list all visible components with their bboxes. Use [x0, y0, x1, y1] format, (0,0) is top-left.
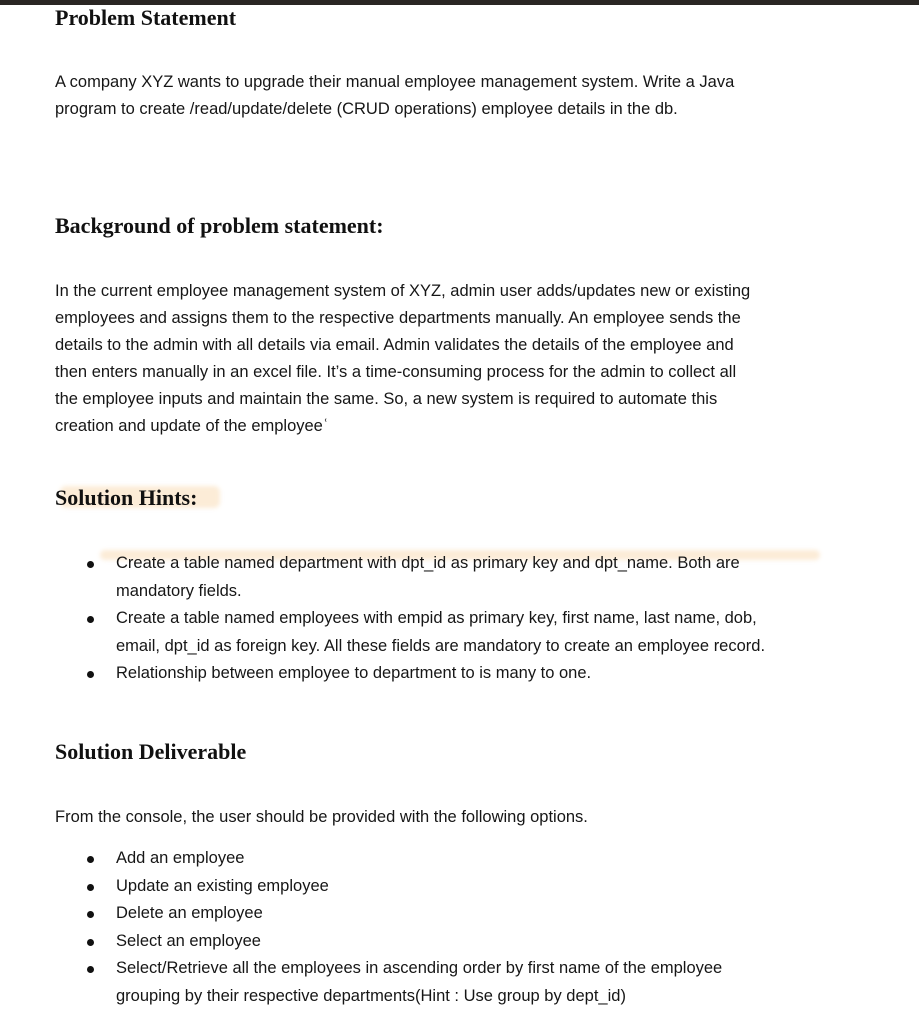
list-item: Update an existing employee: [55, 873, 875, 901]
bullet-icon: [87, 911, 94, 918]
bullet-icon: [87, 966, 94, 973]
heading-problem-statement: Problem Statement: [55, 5, 237, 30]
problem-statement-text: [55, 69, 875, 123]
bullet-icon: [87, 616, 94, 623]
heading-solution-hints: Solution Hints:: [55, 485, 198, 510]
bullet-icon: [87, 671, 94, 678]
text-line: then enters manually in an excel file. It’s a time-consuming process for the admin to collect all: [55, 363, 737, 381]
text-line: employees and assigns them to the respective departments manually. An employee sends the: [55, 309, 741, 327]
list-item: Select an employee: [55, 928, 875, 956]
text-line: the employee inputs and maintain the same. So, a new system is required to automate this: [55, 390, 718, 408]
solution-hints-list: [55, 550, 875, 688]
bullet-icon: [87, 561, 94, 568]
list-item: Select/Retrieve all the employees in ascending order by first name of the employee grouping by their respective departments(Hint : Use group by dept_id): [55, 955, 875, 1010]
heading-solution-deliverable: Solution Deliverable: [55, 739, 247, 764]
heading-background: Background of problem statement:: [55, 213, 384, 238]
bullet-icon: [87, 939, 94, 946]
text-line: A company XYZ wants to upgrade their manual employee management system. Write a Java: [55, 73, 735, 91]
bullet-icon: [87, 856, 94, 863]
list-item: Create a table named department with dpt_id as primary key and dpt_name. Both are mandatory fields.: [55, 550, 875, 605]
deliverable-options-list: [55, 845, 875, 1010]
list-item: Delete an employee: [55, 900, 875, 928]
text-line: In the current employee management system of XYZ, admin user adds/updates new or existing: [55, 282, 751, 300]
background-text: [55, 278, 875, 440]
bullet-icon: [87, 884, 94, 891]
text-line: details to the admin with all details via email. Admin validates the details of the employee and: [55, 336, 734, 354]
text-line: creation and update of the employeeʿ: [55, 417, 329, 435]
deliverable-intro: From the console, the user should be provided with the following options.: [55, 808, 588, 826]
list-item: Relationship between employee to department to is many to one.: [55, 660, 875, 688]
list-item: Create a table named employees with empid as primary key, first name, last name, dob, email, dpt_id as foreign key. All these fields are mandatory to create an employee record.: [55, 605, 875, 660]
list-item: Add an employee: [55, 845, 875, 873]
text-line: program to create /read/update/delete (CRUD operations) employee details in the db.: [55, 100, 678, 118]
